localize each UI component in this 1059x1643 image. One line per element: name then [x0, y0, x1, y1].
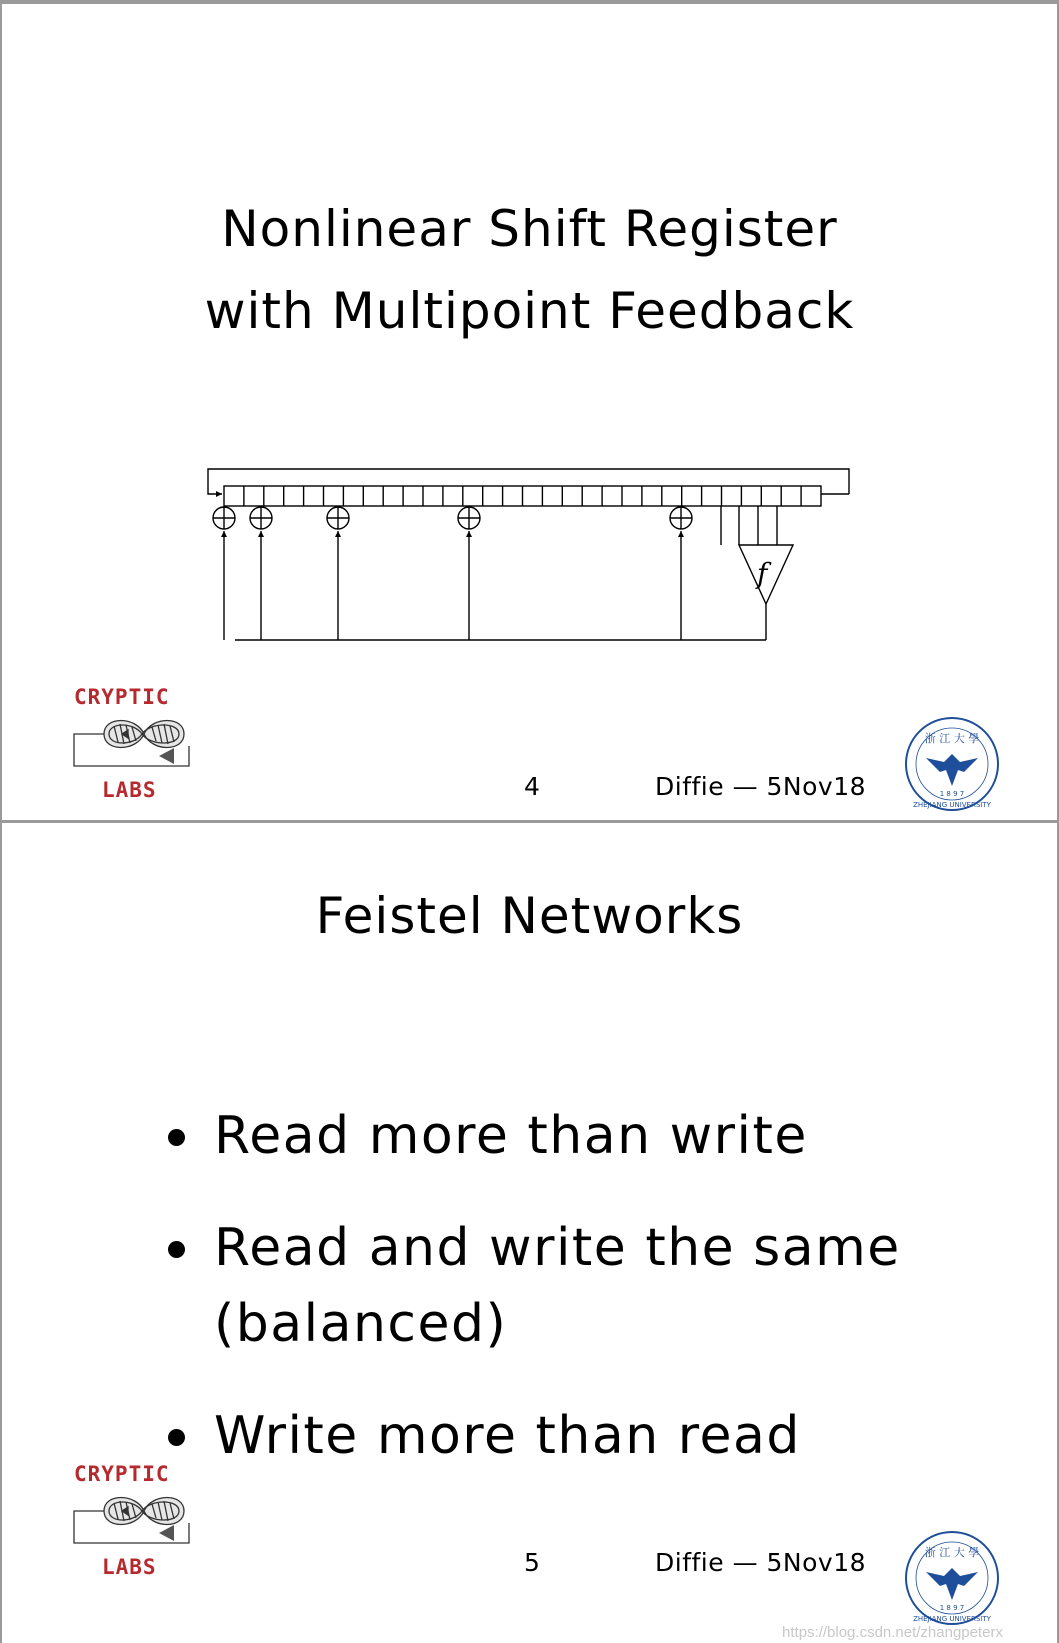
bullet-dot-icon — [168, 1129, 185, 1146]
page-number: 5 — [524, 1548, 541, 1577]
cryptic-logo-text-top: CRYPTIC — [74, 685, 170, 709]
zju-logo — [902, 714, 1002, 814]
watermark: https://blog.csdn.net/zhangpeterx — [782, 1624, 1003, 1641]
xor-gate-icon — [327, 507, 349, 640]
zju-name: ZHEJIANG UNIVERSITY — [913, 1615, 991, 1623]
bullet-item — [168, 1210, 901, 1362]
xor-gate-icon — [670, 507, 692, 640]
xor-gate-icon — [250, 507, 272, 640]
slide-title — [2, 188, 1057, 352]
function-label: f — [757, 557, 768, 590]
zju-calligraphy: 浙 江 大 學 — [924, 732, 980, 745]
bullet-text: Read more than write — [214, 1106, 808, 1166]
bullet-list — [168, 1098, 901, 1510]
xor-gate-icon — [213, 507, 235, 640]
infinity-loop-icon — [74, 721, 189, 767]
cryptic-logo-text-top: CRYPTIC — [74, 1462, 170, 1486]
cryptic-logo-text-bottom: LABS — [102, 1555, 157, 1579]
author-date: Diffie — 5Nov18 — [655, 1548, 867, 1577]
bullet-text: Read and write the same — [214, 1218, 901, 1278]
zju-year: 1 8 9 7 — [939, 1604, 965, 1612]
cryptic-logo-text-bottom: LABS — [102, 778, 157, 802]
bullet-text: Write more than read — [214, 1406, 801, 1466]
bullet-dot-icon — [168, 1241, 185, 1258]
slide-title-line2: with Multipoint Feedback — [204, 282, 855, 340]
slide-title-line1: Nonlinear Shift Register — [221, 200, 838, 258]
cryptic-labs-logo — [64, 1461, 214, 1591]
zju-year: 1 8 9 7 — [939, 790, 965, 798]
zju-calligraphy: 浙 江 大 學 — [924, 1546, 980, 1559]
eagle-icon — [926, 754, 978, 786]
zju-name: ZHEJIANG UNIVERSITY — [913, 801, 991, 809]
xor-gate-icon — [458, 507, 480, 640]
bullet-item — [168, 1398, 901, 1474]
cryptic-labs-logo — [64, 684, 214, 814]
bullet-dot-icon — [168, 1429, 185, 1446]
author-date: Diffie — 5Nov18 — [655, 772, 867, 801]
slide-5 — [0, 823, 1059, 1643]
page-number: 4 — [524, 772, 541, 801]
shift-register-diagram — [202, 459, 862, 649]
zju-logo — [902, 1528, 1002, 1628]
bullet-item — [168, 1098, 901, 1174]
infinity-loop-icon — [74, 1498, 189, 1544]
bullet-text-continued: (balanced) — [214, 1294, 508, 1354]
slide-title: Feistel Networks — [315, 887, 744, 945]
eagle-icon — [926, 1568, 978, 1600]
